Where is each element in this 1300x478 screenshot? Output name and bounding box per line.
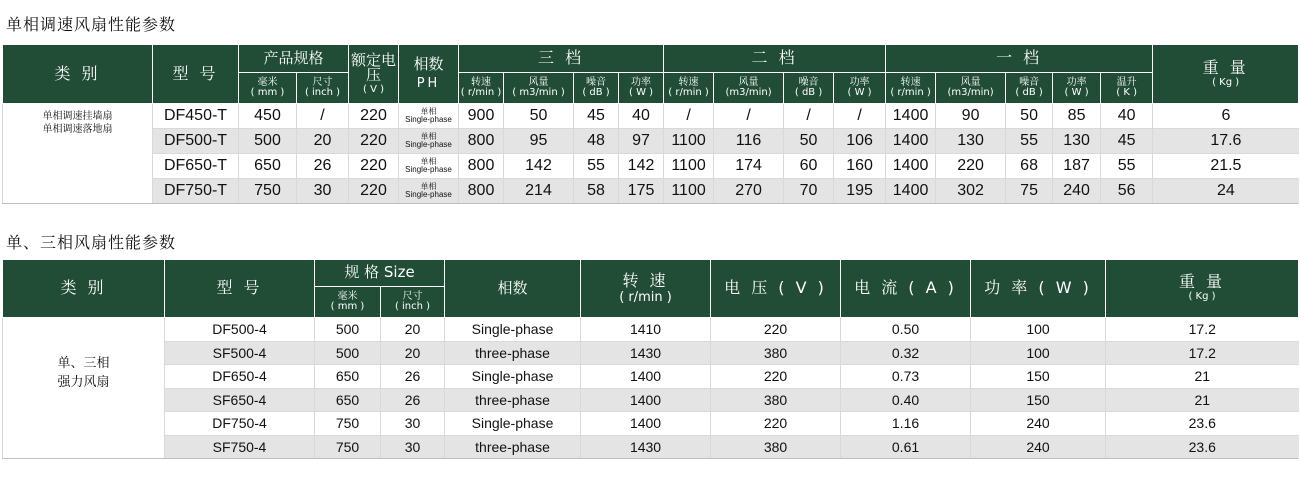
current-cell: 0.40 (841, 388, 971, 412)
size-mm-cell: 750 (315, 412, 381, 436)
header-spec-mm: 毫米 ( mm ) (239, 73, 297, 104)
phase-cn: 单相 (420, 181, 437, 191)
phase-cell: three-phase (445, 435, 581, 459)
size-inch-cell: 30 (381, 435, 445, 459)
model-cell: SF650-4 (165, 388, 315, 412)
speed-cell: 1400 (581, 388, 711, 412)
model-cell: DF650-4 (165, 365, 315, 389)
power-cell: 240 (971, 412, 1106, 436)
weight-cell: 21 (1106, 365, 1299, 389)
header-g3-speed: 转速 ( r/min ) (459, 73, 504, 104)
g1-temp-cell: 45 (1101, 129, 1153, 154)
g2-power-cell: / (834, 104, 886, 129)
header-gear2: 二 档 (664, 45, 886, 73)
g2-speed-cell: 1100 (664, 179, 714, 204)
model-cell: DF500-4 (165, 318, 315, 342)
g2-noise-cell: / (784, 104, 834, 129)
t2-header-speed-label: 转 速 (622, 270, 669, 290)
table-row (3, 154, 1299, 179)
g1-speed-cell: 1400 (886, 129, 936, 154)
weight-cell: 23.6 (1106, 412, 1299, 436)
table-row (3, 179, 1299, 204)
phase-cell: Single-phase (445, 412, 581, 436)
g2-airflow-cell: 116 (714, 129, 784, 154)
size-inch-cell: / (297, 104, 349, 129)
table1-bottom-rule (2, 203, 1298, 204)
t2-header-model: 型 号 (165, 260, 315, 318)
size-inch-cell: 30 (297, 179, 349, 204)
header-g3-airflow: 风量 ( m3/min ) (504, 73, 574, 104)
table-row (3, 435, 1299, 459)
speed-cell: 1430 (581, 435, 711, 459)
voltage-cell: 380 (711, 388, 841, 412)
g1-airflow-cell: 90 (936, 104, 1006, 129)
power-cell: 150 (971, 365, 1106, 389)
current-cell: 1.16 (841, 412, 971, 436)
phase-cell: three-phase (445, 388, 581, 412)
header-spec: 产品规格 (239, 45, 349, 73)
voltage-cell: 220 (349, 104, 399, 129)
table-row (3, 341, 1299, 365)
t2-header-current: 电 流 ( A ) (841, 260, 971, 318)
voltage-cell: 220 (349, 179, 399, 204)
speed-cell: 1400 (581, 365, 711, 389)
table-row (3, 129, 1299, 154)
model-cell: DF450-T (153, 104, 239, 129)
g2-airflow-cell: 270 (714, 179, 784, 204)
header-g2-noise: 噪音 ( dB ) (784, 73, 834, 104)
voltage-cell: 380 (711, 435, 841, 459)
size-mm-cell: 750 (239, 179, 297, 204)
g1-noise-cell: 75 (1006, 179, 1053, 204)
header-weight (1153, 45, 1299, 104)
g1-temp-cell: 55 (1101, 154, 1153, 179)
size-inch-cell: 30 (381, 412, 445, 436)
model-cell: DF750-T (153, 179, 239, 204)
size-inch-cell: 20 (381, 318, 445, 342)
category-line: 单、三相 (57, 355, 110, 371)
header-spec-inch: 尺寸 ( inch ) (297, 73, 349, 104)
g3-power-cell: 40 (619, 104, 664, 129)
model-cell: DF500-T (153, 129, 239, 154)
weight-cell: 17.2 (1106, 318, 1299, 342)
phase-en: Single-phase (405, 190, 452, 199)
phase-cell: three-phase (445, 341, 581, 365)
size-inch-cell: 20 (297, 129, 349, 154)
g2-noise-cell: 50 (784, 129, 834, 154)
g1-temp-cell: 56 (1101, 179, 1153, 204)
g3-speed-cell: 800 (459, 154, 504, 179)
phase-cell (399, 129, 459, 154)
g1-speed-cell: 1400 (886, 154, 936, 179)
category-cell (3, 104, 153, 204)
g3-airflow-cell: 50 (504, 104, 574, 129)
header-category: 类 别 (3, 45, 153, 104)
phase-cell: Single-phase (445, 365, 581, 389)
t2-header-phase: 相数 (445, 260, 581, 318)
size-inch-cell: 26 (381, 365, 445, 389)
g2-noise-cell: 70 (784, 179, 834, 204)
g3-speed-cell: 900 (459, 104, 504, 129)
g1-airflow-cell: 220 (936, 154, 1006, 179)
header-g3-power: 功率 ( W ) (619, 73, 664, 104)
phase-en: Single-phase (405, 140, 452, 149)
header-gear1: 一 档 (886, 45, 1153, 73)
voltage-cell: 220 (349, 129, 399, 154)
single-phase-fan-table (2, 44, 1299, 204)
phase-cell (399, 179, 459, 204)
header-g2-speed: 转速 ( r/min ) (664, 73, 714, 104)
header-voltage (349, 45, 399, 104)
header-weight-label: 重 量 (1202, 57, 1249, 77)
g1-power-cell: 240 (1053, 179, 1101, 204)
header-voltage-unit: ( V ) (363, 84, 385, 95)
g2-speed-cell: 1100 (664, 129, 714, 154)
header-phase-unit: PH (416, 76, 441, 92)
power-cell: 100 (971, 341, 1106, 365)
t2-header-spec-inch: 尺寸 ( inch ) (381, 287, 445, 318)
g3-airflow-cell: 214 (504, 179, 574, 204)
g3-noise-cell: 58 (574, 179, 619, 204)
g3-noise-cell: 48 (574, 129, 619, 154)
size-mm-cell: 500 (315, 341, 381, 365)
g1-speed-cell: 1400 (886, 104, 936, 129)
g2-power-cell: 160 (834, 154, 886, 179)
weight-cell: 17.6 (1153, 129, 1299, 154)
table1-title: 单相调速风扇性能参数 (6, 15, 177, 34)
g2-speed-cell: / (664, 104, 714, 129)
category-line: 强力风扇 (57, 375, 110, 390)
voltage-cell: 220 (711, 412, 841, 436)
category-line: 单相调速落地扇 (42, 124, 113, 135)
speed-cell: 1410 (581, 318, 711, 342)
header-g2-airflow: 风量 (m3/min) (714, 73, 784, 104)
g1-noise-cell: 68 (1006, 154, 1053, 179)
weight-cell: 24 (1153, 179, 1299, 204)
voltage-cell: 220 (711, 365, 841, 389)
t2-header-spec: 规 格 Size (315, 260, 445, 287)
power-cell: 150 (971, 388, 1106, 412)
current-cell: 0.73 (841, 365, 971, 389)
t2-header-voltage: 电 压 ( V ) (711, 260, 841, 318)
g1-temp-cell: 40 (1101, 104, 1153, 129)
size-mm-cell: 650 (315, 388, 381, 412)
header-g1-temp: 温升 ( K ) (1101, 73, 1153, 104)
size-inch-cell: 26 (297, 154, 349, 179)
phase-en: Single-phase (405, 115, 452, 124)
weight-cell: 6 (1153, 104, 1299, 129)
phase-cell (399, 104, 459, 129)
header-model: 型 号 (153, 45, 239, 104)
speed-cell: 1400 (581, 412, 711, 436)
weight-cell: 23.6 (1106, 435, 1299, 459)
t2-header-weight-label: 重 量 (1178, 272, 1226, 292)
header-phase-label: 相数 (413, 55, 444, 74)
size-mm-cell: 450 (239, 104, 297, 129)
header-voltage-label: 额定电压 (351, 50, 397, 85)
current-cell: 0.50 (841, 318, 971, 342)
voltage-cell: 380 (711, 341, 841, 365)
header-g1-airflow: 风量 (m3/min) (936, 73, 1006, 104)
t2-header-speed (581, 260, 711, 318)
header-phase (399, 45, 459, 104)
t2-header-power: 功 率 ( W ) (971, 260, 1106, 318)
phase-cell (399, 154, 459, 179)
g3-airflow-cell: 95 (504, 129, 574, 154)
g1-speed-cell: 1400 (886, 179, 936, 204)
g2-airflow-cell: 174 (714, 154, 784, 179)
g2-power-cell: 195 (834, 179, 886, 204)
header-gear3: 三 档 (459, 45, 664, 73)
g1-power-cell: 130 (1053, 129, 1101, 154)
size-inch-cell: 26 (381, 388, 445, 412)
model-cell: SF500-4 (165, 341, 315, 365)
g1-power-cell: 187 (1053, 154, 1101, 179)
g1-airflow-cell: 302 (936, 179, 1006, 204)
table2-bottom-rule (2, 458, 1298, 459)
size-mm-cell: 750 (315, 435, 381, 459)
header-g1-noise: 噪音 ( dB ) (1006, 73, 1053, 104)
g3-power-cell: 175 (619, 179, 664, 204)
power-cell: 240 (971, 435, 1106, 459)
g3-noise-cell: 45 (574, 104, 619, 129)
phase-en: Single-phase (405, 165, 452, 174)
table-row (3, 365, 1299, 389)
single-three-phase-fan-table (2, 259, 1299, 459)
category-cell (3, 318, 165, 459)
g1-power-cell: 85 (1053, 104, 1101, 129)
category-line: 单相调速挂墙扇 (42, 111, 113, 122)
header-g3-noise: 噪音 ( dB ) (574, 73, 619, 104)
table-row (3, 388, 1299, 412)
phase-cell: Single-phase (445, 318, 581, 342)
power-cell: 100 (971, 318, 1106, 342)
speed-cell: 1430 (581, 341, 711, 365)
g1-noise-cell: 50 (1006, 104, 1053, 129)
table-row (3, 318, 1299, 342)
t2-header-spec-mm: 毫米 ( mm ) (315, 287, 381, 318)
g2-noise-cell: 60 (784, 154, 834, 179)
t2-header-weight (1106, 260, 1299, 318)
table-row (3, 412, 1299, 436)
g1-noise-cell: 55 (1006, 129, 1053, 154)
phase-cn: 单相 (420, 106, 437, 116)
header-g1-power: 功率 ( W ) (1053, 73, 1101, 104)
phase-cn: 单相 (420, 131, 437, 141)
table2-title: 单、三相风扇性能参数 (6, 233, 177, 252)
weight-cell: 21.5 (1153, 154, 1299, 179)
model-cell: SF750-4 (165, 435, 315, 459)
model-cell: DF750-4 (165, 412, 315, 436)
g3-airflow-cell: 142 (504, 154, 574, 179)
g3-speed-cell: 800 (459, 129, 504, 154)
size-mm-cell: 500 (315, 318, 381, 342)
weight-cell: 17.2 (1106, 341, 1299, 365)
g1-airflow-cell: 130 (936, 129, 1006, 154)
table-row (3, 104, 1299, 129)
size-mm-cell: 650 (315, 365, 381, 389)
size-mm-cell: 650 (239, 154, 297, 179)
g3-noise-cell: 55 (574, 154, 619, 179)
t2-header-weight-unit: ( Kg ) (1188, 291, 1216, 303)
t2-header-category: 类 别 (3, 260, 165, 318)
header-g1-speed: 转速 ( r/min ) (886, 73, 936, 104)
current-cell: 0.61 (841, 435, 971, 459)
g3-power-cell: 97 (619, 129, 664, 154)
current-cell: 0.32 (841, 341, 971, 365)
voltage-cell: 220 (349, 154, 399, 179)
g3-power-cell: 142 (619, 154, 664, 179)
g2-airflow-cell: / (714, 104, 784, 129)
t2-header-speed-unit: ( r/min ) (619, 289, 672, 305)
weight-cell: 21 (1106, 388, 1299, 412)
size-mm-cell: 500 (239, 129, 297, 154)
voltage-cell: 220 (711, 318, 841, 342)
g2-power-cell: 106 (834, 129, 886, 154)
header-weight-unit: ( Kg ) (1212, 76, 1240, 88)
g2-speed-cell: 1100 (664, 154, 714, 179)
g3-speed-cell: 800 (459, 179, 504, 204)
size-inch-cell: 20 (381, 341, 445, 365)
header-g2-power: 功率 ( W ) (834, 73, 886, 104)
phase-cn: 单相 (420, 156, 437, 166)
model-cell: DF650-T (153, 154, 239, 179)
